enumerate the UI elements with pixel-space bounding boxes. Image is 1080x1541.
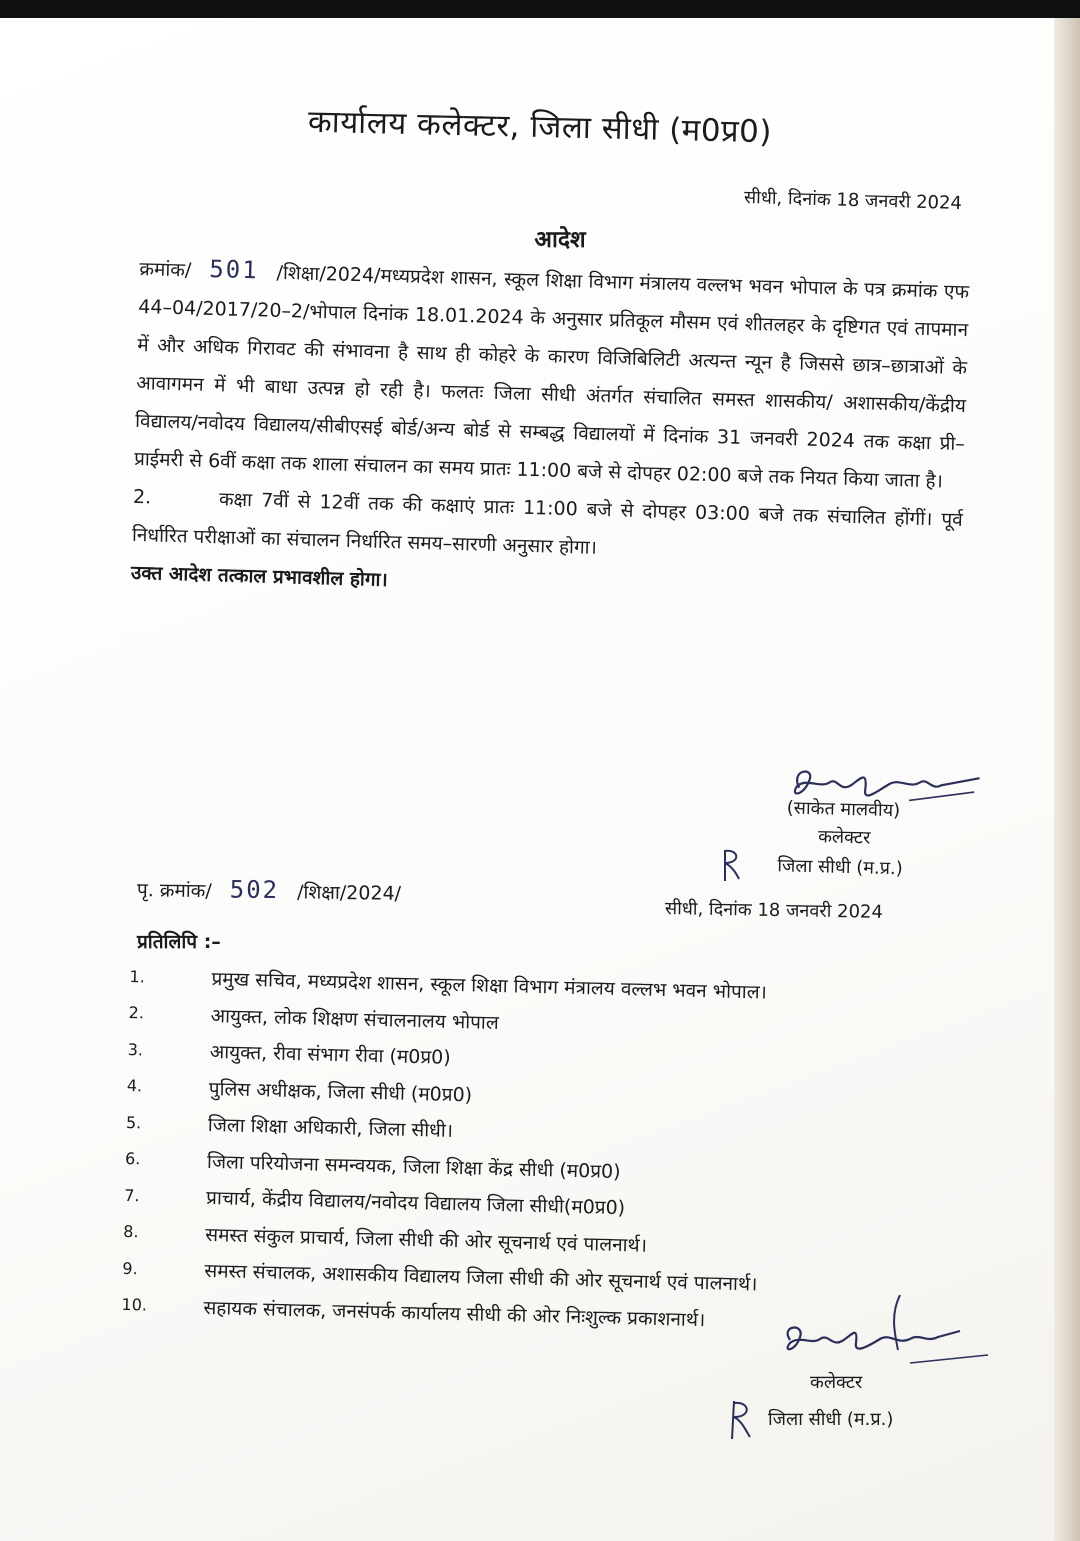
initial-mark-icon bbox=[715, 845, 745, 885]
signature-2-image bbox=[720, 1295, 1000, 1375]
list-item: 6. जिला परियोजना समन्वयक, जिला शिक्षा केंद्र सीधी (म0प्र0) bbox=[124, 1149, 621, 1183]
signatory-district: जिला सीधी (म.प्र.) bbox=[777, 855, 903, 880]
list-item: 1. प्रमुख सचिव, मध्यप्रदेश शासन, स्कूल शिक्षा विभाग मंत्रालय वल्लभ भवन भोपाल। bbox=[129, 966, 768, 1004]
list-item: 7. प्राचार्य, केंद्रीय विद्यालय/नवोदय विद्यालय जिला सीधी(म0प्र0) bbox=[123, 1185, 626, 1220]
order-paragraph-1 bbox=[134, 248, 970, 501]
signatory-2-designation: कलेक्टर bbox=[810, 1372, 863, 1393]
signature-block-2 bbox=[720, 1295, 1000, 1430]
order-date: सीधी, दिनांक 18 जनवरी 2024 bbox=[743, 186, 963, 215]
handwritten-order-number: 501 bbox=[208, 254, 260, 285]
list-item: 2. आयुक्त, लोक शिक्षण संचालनालय भोपाल bbox=[128, 1003, 499, 1034]
copy-to-heading: प्रतिलिपि :– bbox=[137, 931, 221, 953]
order-body bbox=[130, 248, 969, 615]
list-item: 9. समस्त संचालक, अशासकीय विद्यालय जिला सीधी की ओर सूचनार्थ एवं पालनार्थ। bbox=[122, 1258, 758, 1296]
list-item: 5. जिला शिक्षा अधिकारी, जिला सीधी। bbox=[125, 1112, 454, 1143]
initial-mark-icon bbox=[720, 1395, 760, 1443]
signatory-designation: कलेक्टर bbox=[817, 826, 871, 849]
order-closing: उक्त आदेश तत्काल प्रभावशील होगा। bbox=[130, 561, 389, 592]
endorsement-kramank-suffix: /शिक्षा/2024/ bbox=[296, 881, 402, 905]
signatory-2-district: जिला सीधी (म.प्र.) bbox=[768, 1409, 894, 1430]
list-item: 10. सहायक संचालक, जनसंपर्क कार्यालय सीधी की ओर निःशुल्क प्रकाशनार्थ। bbox=[121, 1295, 706, 1331]
point-2-text: कक्षा 7वीं से 12वीं तक की कक्षाएं प्रातः 11:00 बजे से दोपहर 03:00 बजे तक संचालित होंगीं। पूर्व निर्धारित परीक्षाओं का संचालन निर्धारित समय–सारणी अनुसार होगा। bbox=[131, 488, 964, 559]
list-item: 3. आयुक्त, रीवा संभाग रीवा (म0प्र0) bbox=[127, 1039, 451, 1070]
endorsement-date: सीधी, दिनांक 18 जनवरी 2024 bbox=[664, 898, 884, 923]
order-heading: आदेश bbox=[534, 227, 586, 253]
endorsement-kramank-label: पृ. क्रमांक/ bbox=[136, 879, 212, 903]
list-item: 4. पुलिस अधीक्षक, जिला सीधी (म0प्र0) bbox=[126, 1076, 473, 1107]
order-paragraph-1-text: /शिक्षा/2024/मध्यप्रदेश शासन, स्कूल शिक्षा विभाग मंत्रालय वल्लभ भवन भोपाल के पत्र क्रमांक एफ 44–04/2017/20–2/भोपाल दिनांक 18.01.2024 के अनुसार प्रतिकूल मौसम एवं शीतलहर के दृष्टिगत एवं तापमान में और अधिक गिरावट की संभावना है साथ ही कोहरे के कारण विजिबिलिटी अत्यन्त न्यून है जिससे छात्र–छात्राओं के आवागमन में भी बाधा उत्पन्न हो रही है। फलतः जिला सीधी अंतर्गत संचालित समस्त शासकीय/ अशासकीय/केंद्रीय विद्यालय/नवोदय विद्यालय/सीबीएसई बोर्ड/अन्य बोर्ड से सम्बद्ध विद्यालयों में दिनांक 31 जनवरी 2024 तक कक्षा प्री–प्राईमरी से 6वीं कक्षा तक शाला संचालन का समय प्रातः 11:00 बजे से दोपहर 02:00 बजे तक नियत किया जाता है। bbox=[133, 261, 970, 493]
endorsement-number-line bbox=[137, 874, 401, 906]
recipient-list bbox=[121, 958, 950, 1343]
signatory-name: (साकेत मालवीय) bbox=[786, 797, 901, 822]
list-item: 8. समस्त संकुल प्राचार्य, जिला सीधी की ओर सूचनार्थ एवं पालनार्थ। bbox=[123, 1222, 648, 1257]
top-dark-band bbox=[0, 0, 1080, 18]
point-2-number: 2. bbox=[132, 485, 152, 509]
office-title: कार्यालय कलेक्टर, जिला सीधी (म0प्र0) bbox=[307, 103, 773, 151]
kramank-label: क्रमांक/ bbox=[139, 257, 192, 282]
handwritten-endorsement-number: 502 bbox=[229, 875, 280, 905]
